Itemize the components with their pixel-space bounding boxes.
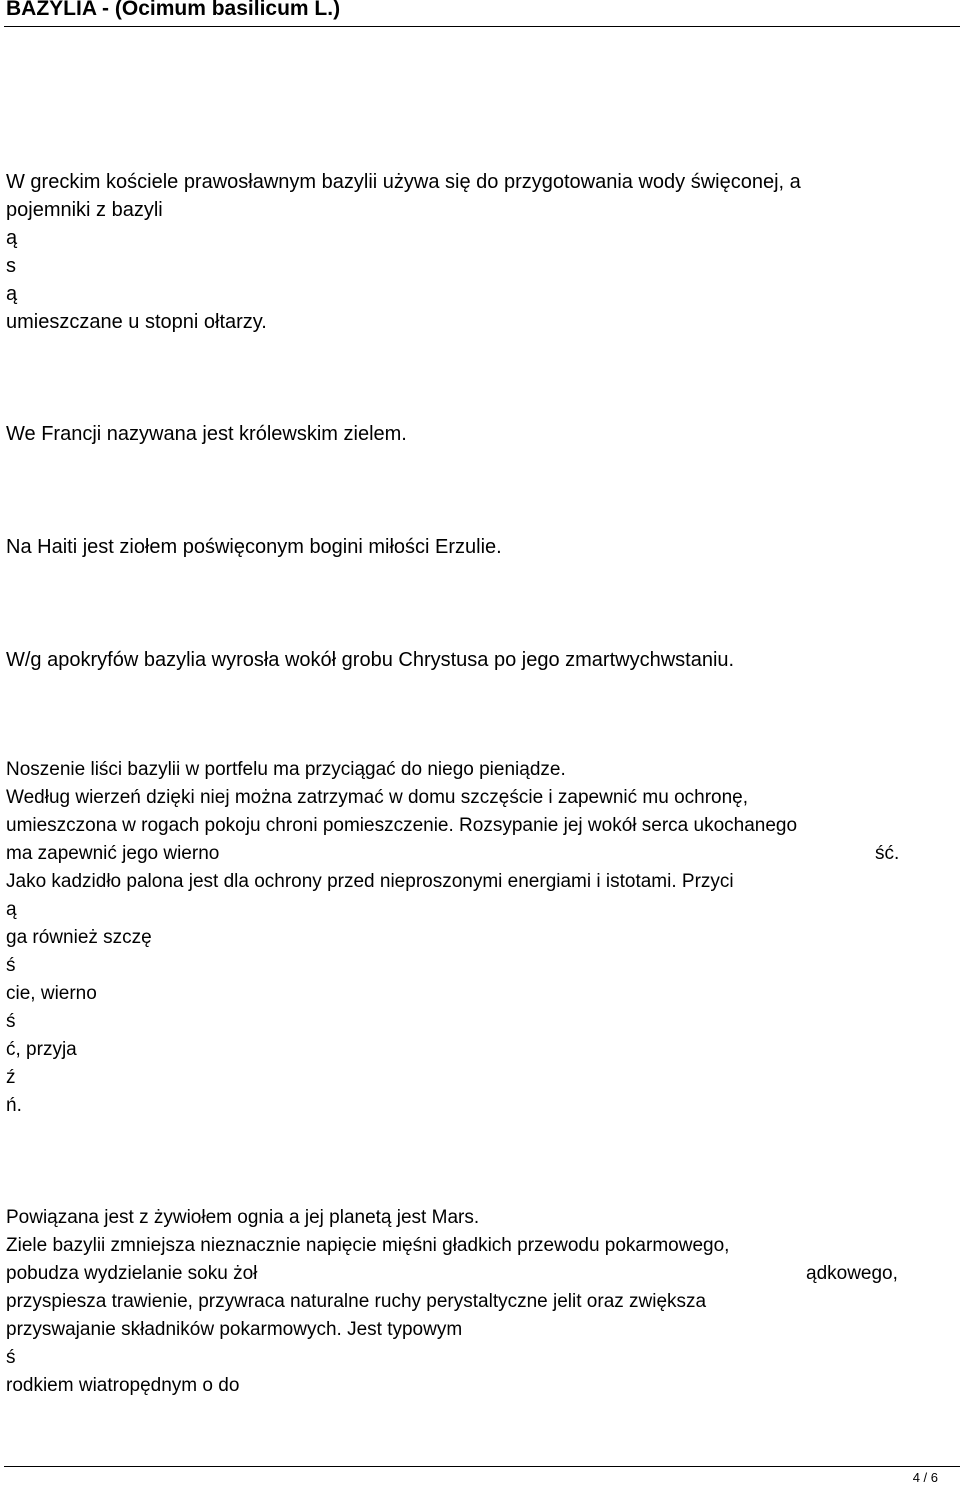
text-line: Powiązana jest z żywiołem ognia a jej planetą jest Mars. [6,1207,480,1228]
text-line: rodkiem wiatropędnym o do [6,1375,240,1396]
text-line: ga również szczę [6,927,152,948]
text-line: ź [6,1067,16,1088]
text-line: s [6,255,16,277]
paragraph-france: We Francji nazywana jest królewskim zielem. [6,423,407,445]
text-line: pojemniki z bazyli [6,199,163,221]
text-line: ś [6,1011,16,1032]
text-line: ą [6,899,17,920]
paragraph-haiti: Na Haiti jest ziołem poświęconym bogini miłości Erzulie. [6,536,502,558]
text-line: ń. [6,1095,22,1116]
footer-divider [4,1466,960,1467]
text-line: cie, wierno [6,983,97,1004]
text-line: W greckim kościele prawosławnym bazylii używa się do przygotowania wody święconej, a [6,171,801,193]
text-fragment: ść. [875,843,900,864]
paragraph-apocrypha: W/g apokryfów bazylia wyrosła wokół grobu Chrystusa po jego zmartwychwstaniu. [6,649,735,671]
document-title: BAZYLIA - (Ocimum basilicum L.) [6,0,341,20]
text-line: przyswajanie składników pokarmowych. Jest typowym [6,1319,463,1340]
text-fragment: ądkowego, [806,1263,898,1284]
text-line: Jako kadzidło palona jest dla ochrony przed nieproszonymi energiami i istotami. Przyci [6,871,734,892]
text-line: pobudza wydzielanie soku żoł [6,1263,258,1284]
text-line: przyspiesza trawienie, przywraca naturalne ruchy perystaltyczne jelit oraz zwiększa [6,1291,707,1312]
text-line: ś [6,955,16,976]
text-line: Według wierzeń dzięki niej można zatrzymać w domu szczęście i zapewnić mu ochronę, [6,787,749,808]
text-line: Noszenie liści bazylii w portfelu ma przyciągać do niego pieniądze. [6,759,566,780]
text-line: umieszczona w rogach pokoju chroni pomieszczenie. Rozsypanie jej wokół serca ukochanego [6,815,798,836]
text-line: Ziele bazylii zmniejsza nieznacznie napięcie mięśni gładkich przewodu pokarmowego, [6,1235,730,1256]
text-line: ą [6,283,18,305]
text-line: ć, przyja [6,1039,77,1060]
page-number: 4 / 6 [912,1470,938,1485]
text-line: ą [6,227,18,249]
text-line: ś [6,1347,16,1368]
text-line: ma zapewnić jego wierno [6,843,220,864]
text-line: umieszczane u stopni ołtarzy. [6,311,267,333]
header-divider [4,26,960,27]
